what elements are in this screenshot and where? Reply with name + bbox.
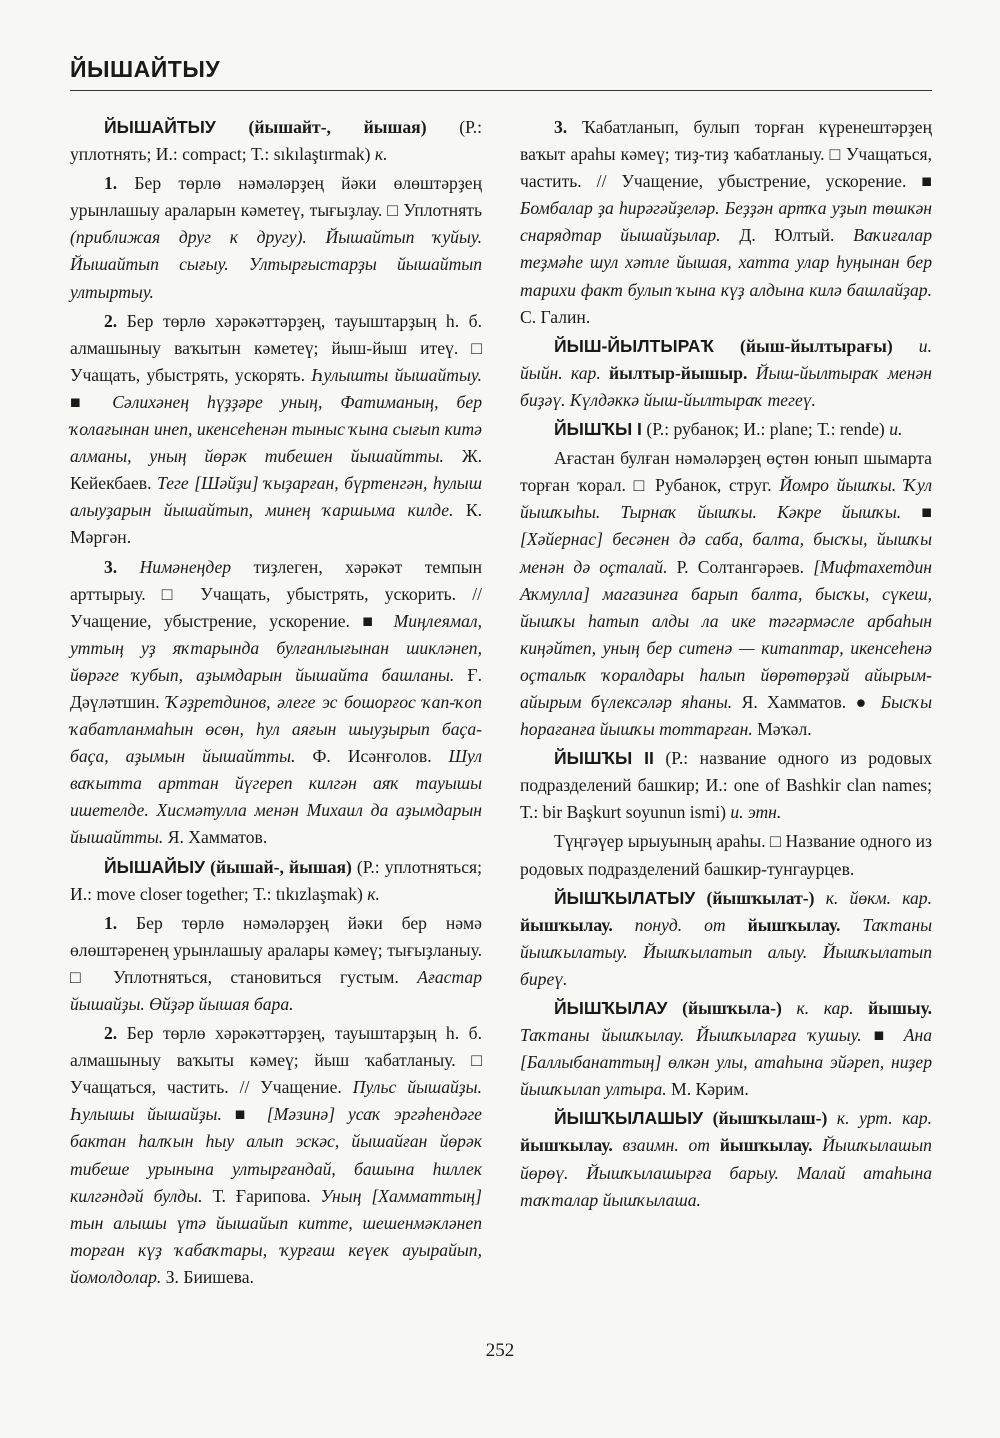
entry-text: Т. Ғарипова. (202, 1185, 321, 1206)
entry-text: Д. Юлтый. (720, 225, 854, 246)
entry-text: Миңлеямал, уттың уҙ яҡтарында булғанлығынан шикләнеп, йөрәге ҡубып, аҙымдарын йышайта башланы. (70, 610, 482, 685)
entry-text: С. Галин. (520, 306, 591, 327)
entry-text: Бер төрлө хәрәкәттәрҙең, тауыштарҙың һ. б. алмашыныу ваҡытын кәметеү; йыш-йыш итеү. □ Учащать, убыстрять, ускорять. (70, 310, 482, 385)
entry-text: 1. (104, 912, 118, 933)
entry-text: 2. (104, 1023, 118, 1044)
headword: ЙЫШҠЫЛАШЫУ (554, 1108, 704, 1129)
entry-paragraph (70, 308, 482, 552)
entry-text: Сәлихәнең һүҙҙәре уның, Фатиманың, бер ҡолағынан инеп, икенсеһенән тыныс ҡына сығып китә алманы, уның йөрәк тибешен йышайтты. (70, 391, 482, 467)
entry-text: Бер төрлө хәрәкәттәрҙең, тауыштарҙың һ. б. алмашыныу ваҡыты кәмеү; йыш ҡабатланыу. □ Учащаться, частить. // Учащение. (70, 1023, 482, 1098)
entry-text: к. (374, 144, 388, 165)
entry-text: (йышҡылат-) (695, 887, 815, 908)
entry-text: Ана [Баллыбанаттың] өлкән улы, атаһына эйәреп, ниҙер йышҡылап ултыра. (520, 1025, 932, 1100)
entry-text: К. Мәргән. (70, 500, 482, 548)
entry-text: понуд. от (634, 914, 726, 935)
entry-paragraph (70, 910, 482, 1018)
entry-text: Таҡтаны йышҡылау. Йышҡыларға ҡушыу. (520, 1025, 862, 1046)
entry-text: Я. Хамматов. ● (732, 691, 881, 712)
entry-text: [Мәзинә] усаҡ эргәһендәге бактан һалҡын һыу алып эскәс, йышайған йөрәк тибеше урынына ултырғандай, башына һиллек килгәндәй булды. (70, 1104, 482, 1206)
headword: ЙЫШҠЫЛАУ (554, 998, 668, 1018)
entry-text: Йыш-йылтыраҡ менән биҙәү. Күлдәккә йыш-йылтыраҡ тегеү. (520, 362, 933, 410)
entry-text: [Хәйернас] бесәнен дә саба, балта, бысҡы, йышҡы менән дә оҫталай. (520, 529, 932, 577)
entry-text: Бысҡы һорағанға йышҡы тоттарған. (520, 691, 932, 740)
header-rule (70, 90, 932, 91)
entry-text: Ҡабатланып, булып торған күренештәрҙең ваҡыт араһы кәмеү; тиҙ-тиҙ ҡабатланыу. □ Учащаться, частить. // Учащение, убыстрение, ускорение. ■ (520, 117, 932, 192)
entry-text: Ҡәҙретдинов, әлеге эс бошорғос ҡап-ҡоп ҡабатланмаһын өсөн, һул аяғын шыуҙырып баҫа-баҫа, аҙымын йышайтты. (70, 691, 483, 767)
entry-text: к. (367, 883, 380, 904)
entry-text (117, 557, 139, 577)
entry-text (613, 1135, 623, 1155)
entry-paragraph (70, 1020, 482, 1291)
entry-paragraph (70, 854, 482, 908)
entry-text: Ағастан булған нәмәләрҙең өҫтөн юнып шымарта торған ҡорал. □ Рубанок, струг. (520, 448, 932, 496)
headword: ЙЫШАЙТЫУ (104, 117, 216, 137)
entry-text: Ағастар йышайҙы. Өйҙәр йышая бара. (70, 966, 482, 1014)
entry-text: 3. (554, 117, 568, 137)
entry-text: йышыу. (853, 998, 933, 1018)
entry-text: Р. Солтангәрәев. (667, 556, 814, 577)
entry-text: ■ (861, 1025, 904, 1046)
entry-text (893, 336, 919, 356)
entry-text: (йышҡыла-) (667, 998, 782, 1018)
entry-text: йышҡылау. (520, 914, 613, 935)
entry-text (747, 363, 755, 383)
entry-text: (Р.: уплотнять; И.: compact; Т.: sıkılaştırmak) (70, 117, 482, 165)
entry-text: к. кар. (796, 998, 854, 1018)
entry-text: (йышай-, йышая) (205, 856, 352, 877)
entry-text: 2. (104, 310, 118, 331)
entry-text (613, 915, 635, 935)
entry-paragraph (520, 1105, 932, 1213)
headword: ЙЫШҠЫ I (554, 419, 642, 440)
entry-text: Һулышты йышайтыу. (311, 364, 482, 385)
entry-text: (Р.: уплотняться; И.: move closer together; Т.: tıkızlaşmak) (70, 856, 482, 904)
headword: ЙЫШҠЫЛАТЫУ (554, 887, 696, 908)
entry-text: Бомбалар ҙа һирәгәйҙеләр. Беҙҙән артҡа уҙып төшкән снарядтар йышайҙылар. (520, 198, 932, 246)
headword: ЙЫШАЙЫУ (104, 856, 206, 877)
entry-text: ■ (70, 391, 113, 412)
entry-text: йышҡылау. (520, 1135, 613, 1156)
entry-text: (Р.: название одного из родовых подразделений башкир; И.: one of Bashkir clan names; Т.: bir Başkurt soyunun ismi) (520, 748, 932, 823)
entry-paragraph (70, 170, 482, 305)
entry-paragraph (520, 885, 932, 993)
entry-text: М. Кәрим. (666, 1079, 749, 1100)
entry-paragraph (520, 828, 932, 882)
entry-text: и. этн. (730, 802, 782, 823)
entry-text: [Мифтахетдин Аҡмулла] магазинға барып балта, бысҡы, сүкеш, йышҡы һатып алды ла ике тәгәрмәсле арбаһын киңәйтеп, уның бер ситенә — китаптар, икенсеһенә оҫталыҡ ҡоралдары һалып йөрөтөрҙәй айырым-айырым бүлексәләр яһаны. (520, 556, 932, 712)
entry-text: Я. Хамматов. (163, 827, 268, 848)
entry-text: (йыш-йылтырағы) (713, 335, 893, 356)
entry-text: Йышҡылашып йөрөү. Йышҡылашырға барыу. Малай атаһына таҡталар йышҡылаша. (520, 1135, 932, 1210)
headword: ЙЫШ-ЙЫЛТЫРАҠ (554, 335, 714, 356)
entry-paragraph (70, 114, 482, 168)
entry-text (827, 1108, 837, 1128)
entry-text: 3. (104, 556, 118, 577)
entry-text: Теге [Шәйҙи] ҡыҙарған, бүртенгән, һулыш алыуҙарын йышайтып, минең ҡаршыма килде. (70, 473, 482, 521)
entry-text: Мәҡәл. (752, 719, 812, 740)
entry-text: тиҙлеген, хәрәкәт темпын арттырыу. □ Учащать, убыстрять, ускорить. // Учащение, убыстрение, ускорение. ■ (70, 556, 482, 631)
entry-text: Пульс йышайҙы. Һулышы йышайҙы. (70, 1077, 482, 1125)
running-head: ЙЫШАЙТЫУ (70, 56, 221, 82)
entry-text: 1. (104, 173, 118, 194)
entry-paragraph (520, 445, 932, 743)
entry-text: Бер төрлө нәмәләрҙең йәки бер нәмә өлөштәренең урынлашыу аралары кәмеү; тығыҙланыу. □ Уплотняться, становиться густым. (70, 912, 482, 987)
entry-text: к. урт. кар. (836, 1108, 932, 1129)
entry-text: (приближая друг к другу). Йышайтып ҡуйыу. Йышайтып сығыу. Ултырғыстарҙы йышайтып ултыртыу. (70, 227, 482, 302)
entry-text: и. йыйн. кар. (520, 335, 932, 383)
entry-text: ■ (901, 502, 932, 523)
entry-paragraph (520, 745, 932, 826)
entry-text (840, 915, 862, 935)
entry-text: взаимн. от (622, 1135, 710, 1156)
entry-text: к. йөкм. кар. (825, 887, 932, 908)
entry-paragraph (70, 554, 482, 852)
entry-paragraph (520, 114, 932, 331)
entry-text: (йышайт-, йышая) (215, 117, 427, 137)
entry-text: Бер төрлө нәмәләрҙең йәки өлөштәрҙең урынлашыу араларын кәметеү, тығыҙлау. □ Уплотнять (70, 173, 482, 221)
entry-text: Нимәнеңдер (139, 556, 232, 577)
entry-text: (Р.: рубанок; И.: plane; Т.: rende) (641, 419, 890, 440)
entry-text: Шул ваҡытта арттан йүгереп килгән аяҡ тауышы ишетелде. Хисмәтулла менән Михаил да аҙымдарын йышайтты. (70, 746, 482, 848)
page-number: 252 (485, 1340, 515, 1361)
entry-text: йылтыр-йышыр. (600, 362, 748, 383)
entry-text: (йышҡылаш-) (703, 1108, 828, 1129)
entry-paragraph (520, 995, 932, 1103)
entry-text: Түңгәүер ырыуының араһы. □ Название одного из родовых подразделений башкир-тунгаурцев. (520, 831, 932, 879)
entry-text: йышҡылау. (709, 1135, 813, 1156)
entry-paragraph (520, 333, 932, 414)
entry-text: Ғ. Дәүләтшин. (70, 664, 483, 712)
entry-text: Таҡтаны йышҡылатыу. Йышҡылатып алыу. Йышҡылатып биреү. (520, 914, 932, 989)
right-column (520, 114, 932, 1216)
entry-paragraph (520, 416, 932, 443)
entry-text (814, 888, 825, 908)
headword: ЙЫШҠЫ II (554, 748, 654, 769)
entry-text: и. (889, 419, 903, 440)
entry-text (782, 998, 797, 1018)
entry-text (812, 1135, 822, 1155)
entry-text: Ж. Кейекбаев. (70, 446, 483, 494)
entry-text: йышҡылау. (725, 914, 841, 935)
entry-text: Ваҡиғалар теҙмәһе шул хәтле йышая, хатта улар һуңынан бер тарихи факт булып ҡына күҙ алдына килә башлайҙар. (520, 225, 932, 300)
entry-text: Уның [Хамматтың] тын алышы үтә йышайып китте, шешенмәкләнеп торған күҙ ҡабаҡтары, ҡурғаш кеүек ауырайып, йомолдолар. (70, 1185, 483, 1287)
entry-text: Ф. Исәнғолов. (295, 746, 449, 767)
entry-text: Йомро йышҡы. Ҡул йышҡыһы. Тырнаҡ йышҡы. Кәкре йышҡы. (520, 475, 933, 523)
left-column (70, 114, 482, 1293)
entry-text: ■ (221, 1104, 267, 1125)
entry-text: З. Биишева. (161, 1266, 254, 1287)
